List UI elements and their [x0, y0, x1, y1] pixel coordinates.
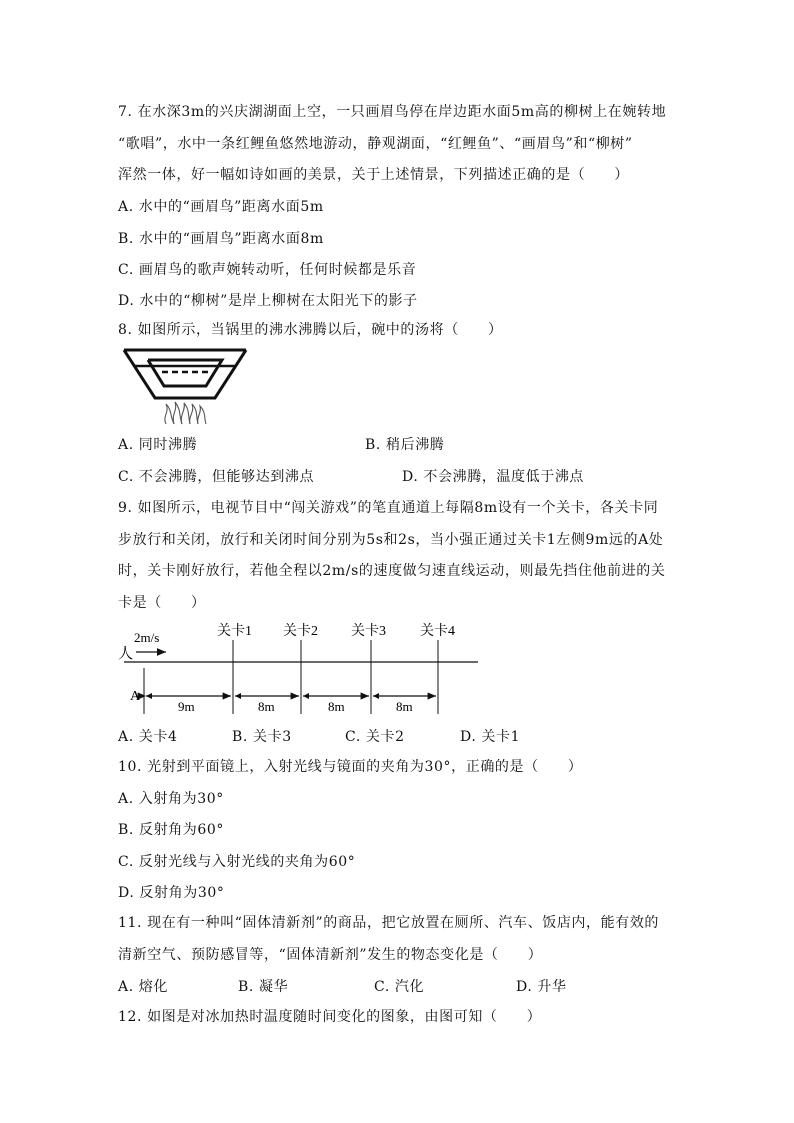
q8-stem: 8. 如图所示，当锅里的沸水沸腾以后，碗中的汤将（ ）: [118, 322, 503, 338]
q8-option-a: A. 同时沸腾: [118, 437, 198, 453]
flame-icon: [165, 402, 206, 424]
gate-diagram: [116, 618, 486, 720]
q10-stem: 10. 光射到平面镜上，入射光线与镜面的夹角为30°，正确的是（ ）: [118, 759, 583, 775]
q9-option-a: A. 关卡4: [118, 729, 178, 745]
gate-label-1: 关卡1: [217, 624, 252, 639]
q8-option-c: C. 不会沸腾，但能够达到沸点: [118, 469, 315, 485]
distance-label-3: 8m: [328, 699, 345, 714]
pot-body: [124, 350, 246, 398]
speed-label: 2m/s: [134, 630, 160, 645]
q8-option-d: D. 不会沸腾，温度低于沸点: [402, 469, 585, 485]
q9-stem-line-3: 时，关卡刚好放行，若他全程以2m/s的速度做匀速直线运动，则最先挡住他前进的关: [118, 563, 666, 579]
q11-option-d: D. 升华: [516, 979, 567, 995]
q9-option-d: D. 关卡1: [460, 729, 521, 745]
q7-option-b: B. 水中的“画眉鸟”距离水面8m: [118, 231, 324, 247]
q9-option-b: B. 关卡3: [232, 729, 292, 745]
gate-label-3: 关卡3: [351, 624, 386, 639]
gate-label-2: 关卡2: [283, 624, 318, 639]
q9-stem-line-2: 步放行和关闭，放行和关闭时间分别为5s和2s，当小强正通过关卡1左侧9m远的A处: [118, 532, 664, 548]
q9-option-c: C. 关卡2: [345, 729, 405, 745]
gate-label-4: 关卡4: [420, 624, 455, 639]
distance-label-2: 8m: [258, 699, 275, 714]
q12-stem: 12. 如图是对冰加热时温度随时间变化的图象，由图可知（ ）: [118, 1009, 542, 1025]
q7-stem-line-3: 浑然一体，好一幅如诗如画的美景，关于上述情景，下列描述正确的是（ ）: [118, 167, 629, 183]
q10-option-a: A. 入射角为30°: [118, 791, 224, 807]
q11-option-b: B. 凝华: [238, 979, 289, 995]
point-a-label: A: [130, 689, 141, 704]
person-label: 人: [118, 646, 134, 662]
distance-label-1: 9m: [178, 699, 195, 714]
q11-stem-line-2: 清新空气、预防感冒等，“固体清新剂”发生的物态变化是（ ）: [118, 947, 543, 963]
q7-option-a: A. 水中的“画眉鸟”距离水面5m: [118, 199, 324, 215]
q11-stem-line-1: 11. 现在有一种叫“固体清新剂”的商品，把它放置在厕所、汽车、饭店内，能有效的: [118, 915, 660, 931]
q9-stem-line-4: 卡是（ ）: [118, 595, 206, 611]
distance-label-4: 8m: [396, 699, 413, 714]
q8-option-b: B. 稍后沸腾: [365, 437, 445, 453]
q7-option-d: D. 水中的“柳树”是岸上柳树在太阳光下的影子: [118, 293, 418, 309]
q10-option-b: B. 反射角为60°: [118, 822, 225, 838]
q10-option-d: D. 反射角为30°: [118, 885, 225, 901]
q7-stem-line-1: 7. 在水深3m的兴庆湖湖面上空，一只画眉鸟停在岸边距水面5m高的柳树上在婉转地: [118, 104, 667, 120]
q7-stem-line-2: “歌唱”，水中一条红鲤鱼悠然地游动，静观湖面，“红鲤鱼”、“画眉鸟”和“柳树”: [118, 136, 633, 152]
q9-stem-line-1: 9. 如图所示，电视节目中“闯关游戏”的笔直通道上每隔8m设有一个关卡，各关卡同: [118, 500, 659, 516]
q11-option-a: A. 熔化: [118, 979, 169, 995]
pot-bowl-figure: [118, 346, 252, 428]
q10-option-c: C. 反射光线与入射光线的夹角为60°: [118, 854, 356, 870]
q11-option-c: C. 汽化: [374, 979, 425, 995]
q7-option-c: C. 画眉鸟的歌声婉转动听，任何时候都是乐音: [118, 262, 417, 278]
